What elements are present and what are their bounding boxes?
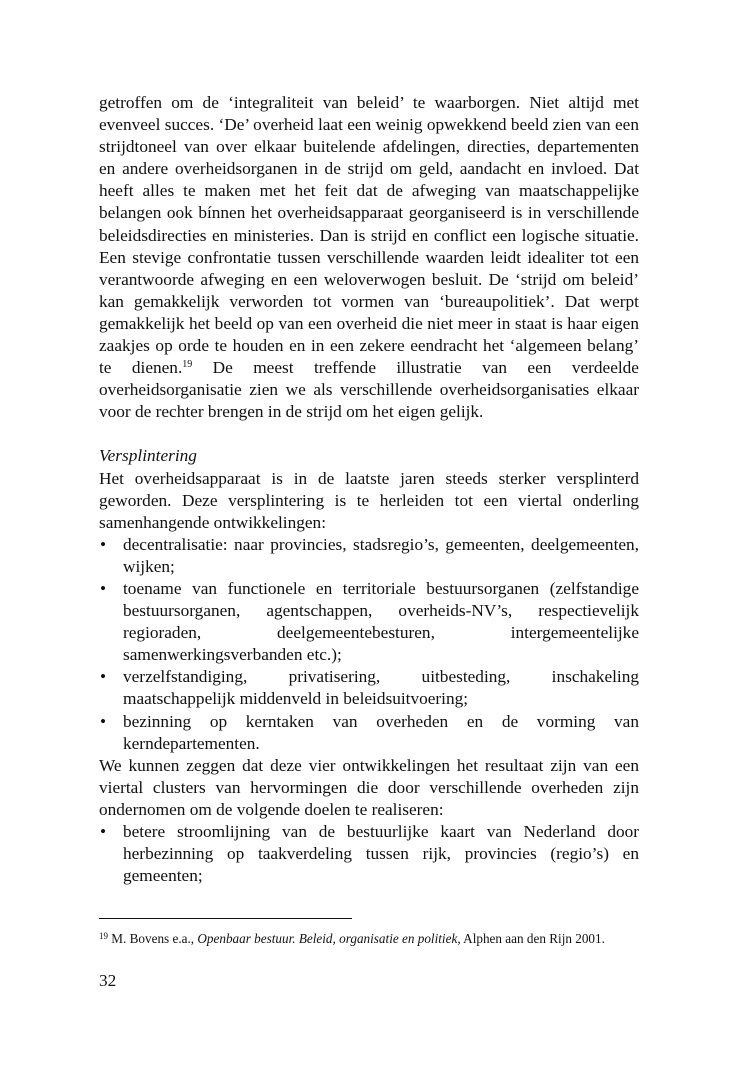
list-item [99,821,639,887]
footnote-ref[interactable]: 19 [182,359,193,371]
footnote-rest: , Alphen aan den Rijn 2001. [457,931,605,946]
bullet-icon: • [100,711,107,731]
list-item [99,711,639,755]
bullet-icon: • [100,578,107,598]
list-item-text: bezinning op kerntaken van overheden en de vorming van kerndepartementen. [123,711,639,753]
spacer [99,423,639,445]
paragraph-hervormingen: We kunnen zeggen dat deze vier ontwikkelingen het resultaat zijn van een viertal clusters van hervormingen die door verschillende overheden zijn ondernomen om de volgende doelen te realiseren: [99,755,639,819]
bullet-list-developments [99,534,639,755]
bullet-icon: • [100,534,107,554]
list-item [99,666,639,710]
page-body [99,92,639,887]
paragraph-versplintering: Het overheidsapparaat is in de laatste jaren steeds sterker versplinterd geworden. Deze versplintering is te herleiden tot een viertal onderling samenhangende ontwikkelingen: [99,468,639,532]
paragraph-text: getroffen om de ‘integraliteit van beleid’ te waarborgen. Niet altijd met evenveel succes. ‘De’ overheid laat een weinig opwekkend beeld zien van een strijdtoneel van over elkaar buitelende afdelingen, directies, departementen en andere overheidsorganen in de strijd om geld, aandacht en invloed. Dat heeft alles te maken met het feit dat de afweging van maatschappelijke belangen ook bínnen het overheidsapparaat georganiseerd is in verschillende beleidsdirecties en ministeries. Dan is strijd en conflict een logische situatie. Een stevige confrontatie tussen verschillende waarden leidt idealiter tot een verantwoorde afweging en een weloverwogen besluit. De ‘strijd om beleid’ kan gemakkelijk verworden tot vormen van ‘bureaupolitiek’. Dat werpt gemakkelijk het beeld op van een overheid die niet meer in staat is haar eigen zaakjes op orde te houden en in een zekere eendracht het ‘algemeen belang’ te dienen. [99,93,639,378]
list-item-text: toename van functionele en territoriale bestuursorganen (zelfstandige bestuursorganen, agentschappen, overheids-NV’s, respectievelijk regioraden, deelgemeentebesturen, intergemeentelijke samenwerkingsverbanden etc.); [123,578,639,665]
page-number: 32 [99,971,117,990]
bullet-list-goals [99,821,639,887]
list-item [99,578,639,666]
footnote-divider [99,918,352,919]
paragraph-integraliteit [99,92,639,423]
list-item-text: betere stroomlijning van de bestuurlijke kaart van Nederland door herbezinning op taakverdeling tussen rijk, provincies (regio’s) en gemeenten; [123,822,639,886]
footnote [99,930,644,948]
list-item-text: decentralisatie: naar provincies, stadsregio’s, gemeenten, deelgemeenten, wijken; [123,534,639,576]
bullet-icon: • [100,667,107,687]
footnote-title: Openbaar bestuur. Beleid, organisatie en politiek [197,931,458,946]
bullet-icon: • [100,822,107,841]
list-item-text: verzelfstandiging, privatisering, uitbesteding, inschakeling maatschappelijk middenveld in beleidsuitvoering; [123,667,639,709]
section-heading: Versplintering [99,446,197,466]
list-item [99,534,639,578]
footnote-author: M. Bovens e.a., [111,931,195,946]
paragraph-text-continued: De meest treffende illustratie van een verdeelde overheidsorganisatie zien we als verschillende overheidsorganisaties elkaar voor de rechter brengen in de strijd om het eigen gelijk. [99,358,639,422]
footnote-number: 19 [99,931,108,941]
